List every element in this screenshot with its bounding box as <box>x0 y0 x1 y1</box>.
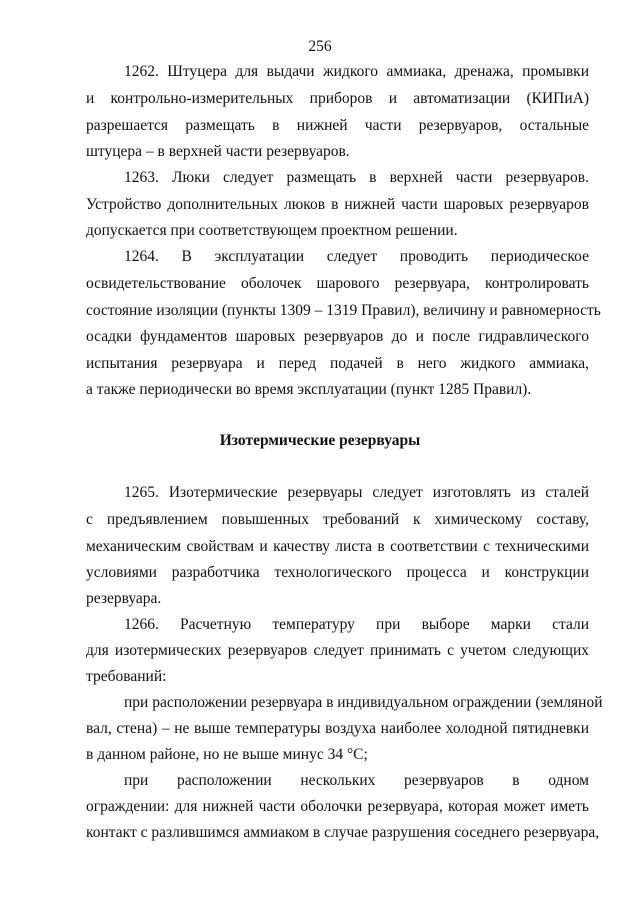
text-line: в данном районе, но не выше минус 34 °С; <box>86 746 368 763</box>
text-line: испытания резервуара и перед подачей в него жидкого аммиака, <box>86 355 589 372</box>
text-line: 1264. В эксплуатации следует проводить периодическое <box>124 248 589 265</box>
text-line: ограждении: для нижней части оболочки резервуара, которая может иметь <box>86 798 589 815</box>
text-line: при расположении резервуара в индивидуальном ограждении (земляной <box>124 694 603 711</box>
text-line: с предъявлением повышенных требований к химическому составу, <box>86 511 589 528</box>
text-line: резервуара. <box>86 590 162 607</box>
text-line: допускается при соответствующем проектном решении. <box>86 222 458 239</box>
text-line: механическим свойствам и качеству листа в соответствии с техническими <box>86 538 589 555</box>
text-line: требований: <box>86 668 167 685</box>
text-line: 1262. Штуцера для выдачи жидкого аммиака, дренажа, промывки <box>124 63 589 80</box>
page-number: 256 <box>308 38 332 55</box>
text-line: условиями разработчика технологического процесса и конструкции <box>86 564 589 581</box>
text-line: при расположении нескольких резервуаров в одном <box>124 772 589 789</box>
text-line: и контрольно-измерительных приборов и автоматизации (КИПиА) <box>86 90 589 107</box>
text-line: штуцера – в верхней части резервуаров. <box>86 143 350 160</box>
text-line: состояние изоляции (пункты 1309 – 1319 Правил), величину и равномерность <box>86 302 601 319</box>
text-line: освидетельствование оболочек шарового резервуара, контролировать <box>86 275 589 292</box>
text-line: разрешается размещать в нижней части резервуаров, остальные <box>86 117 589 134</box>
text-line: вал, стена) – не выше температуры воздуха наиболее холодной пятидневки <box>86 720 589 737</box>
text-line: осадки фундаментов шаровых резервуаров до и после гидравлического <box>86 328 589 345</box>
text-line: 1263. Люки следует размещать в верхней части резервуаров. <box>124 169 589 186</box>
text-line: 1265. Изотермические резервуары следует изготовлять из сталей <box>124 484 589 501</box>
text-line: Устройство дополнительных люков в нижней части шаровых резервуаров <box>86 196 589 213</box>
text-line: для изотермических резервуаров следует принимать с учетом следующих <box>86 642 589 659</box>
text-line: а также периодически во время эксплуатации (пункт 1285 Правил). <box>86 381 532 398</box>
text-line: 1266. Расчетную температуру при выборе марки стали <box>124 616 589 633</box>
section-heading: Изотермические резервуары <box>219 432 421 449</box>
text-line: контакт с разлившимся аммиаком в случае разрушения соседнего резервуара, <box>86 824 600 841</box>
